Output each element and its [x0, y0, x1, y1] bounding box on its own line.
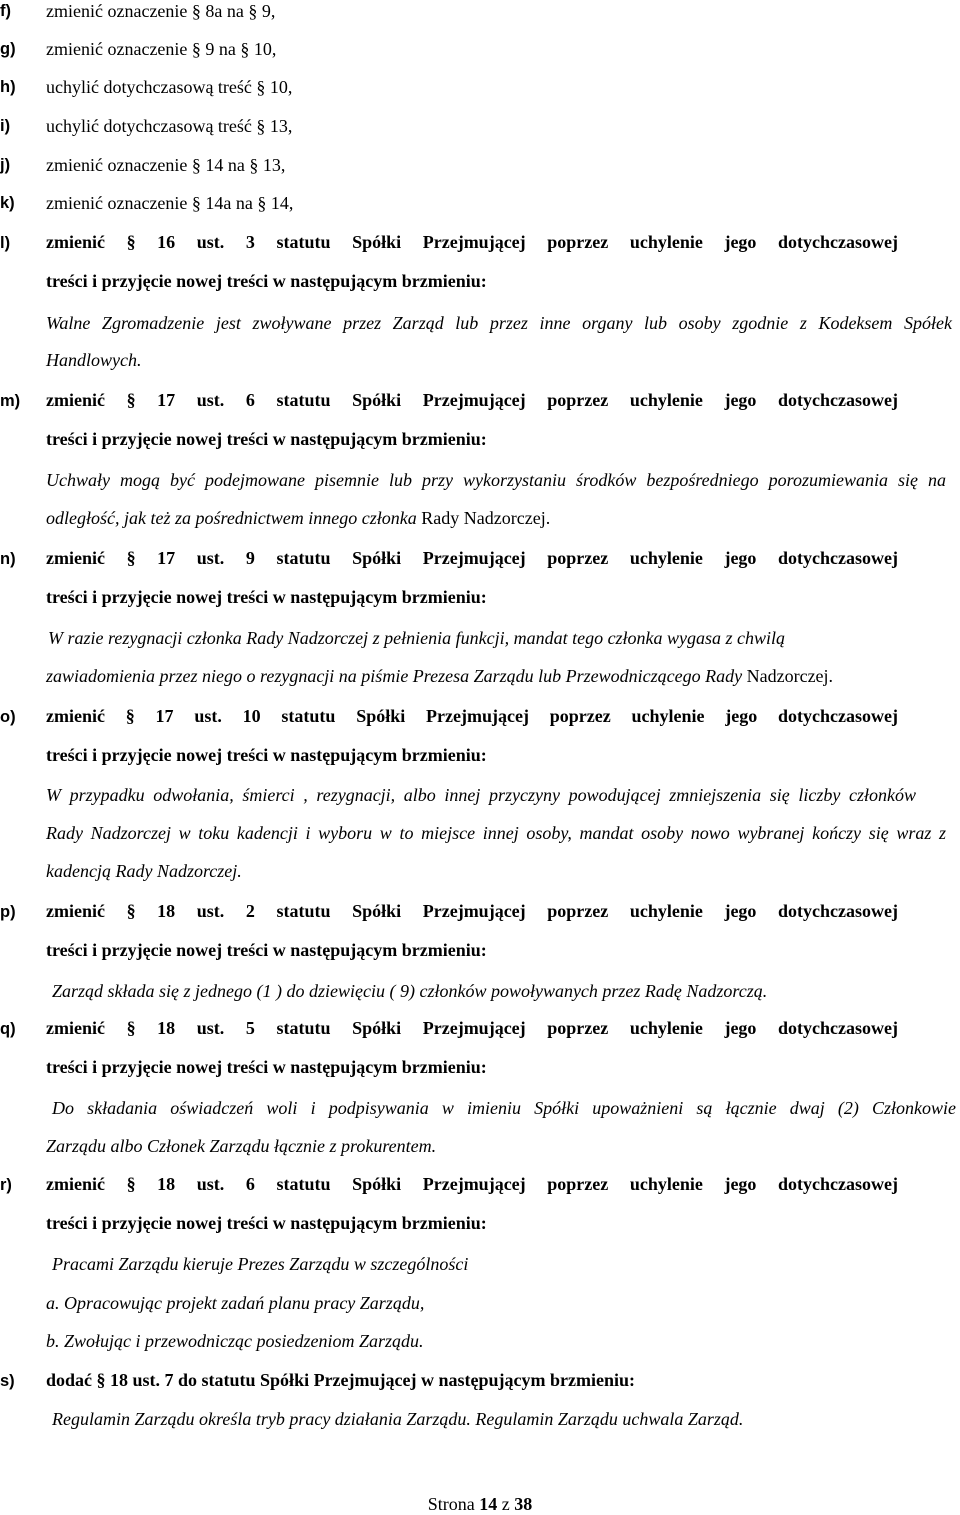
list-item: zmienić oznaczenie § 8a na § 9, [46, 1, 276, 21]
amendment-quote: Do składania oświadczeń woli i podpisywania w imieniu Spółki upoważnieni są łącznie dwaj (2) Członkowie [52, 1098, 956, 1118]
list-item: uchylić dotychczasową treść § 10, [46, 77, 293, 97]
amendment-quote: Zarządu albo Członek Zarządu łącznie z prokurentem. [46, 1136, 437, 1156]
amendment-heading: zmienić § 18 ust. 5 statutu Spółki Przejmującej poprzez uchylenie jego dotychczasowej [46, 1018, 898, 1038]
amendment-quote: Walne Zgromadzenie jest zwoływane przez Zarząd lub przez inne organy lub osoby zgodnie z Kodeksem Spółek [46, 313, 952, 333]
amendment-quote: W razie rezygnacji członka Rady Nadzorczej z pełnienia funkcji, mandat tego członka wygasa z chwilą [48, 628, 786, 648]
amendment-quote: Pracami Zarządu kieruje Prezes Zarządu w szczególności [52, 1254, 469, 1274]
amendment-heading: zmienić § 18 ust. 2 statutu Spółki Przejmującej poprzez uchylenie jego dotychczasowej [46, 901, 898, 921]
list-item: uchylić dotychczasową treść § 13, [46, 116, 293, 136]
amendment-heading-continuation: treści i przyjęcie nowej treści w następującym brzmieniu: [46, 587, 487, 607]
amendment-heading: zmienić § 18 ust. 6 statutu Spółki Przejmującej poprzez uchylenie jego dotychczasowej [46, 1174, 898, 1194]
amendment-quote: W przypadku odwołania, śmierci , rezygnacji, albo innej przyczyny powodującej zmniejszenia się liczby członków [46, 785, 916, 805]
amendment-quote: kadencją Rady Nadzorczej. [46, 861, 242, 881]
list-item: zmienić oznaczenie § 14a na § 14, [46, 193, 294, 213]
list-item: zmienić oznaczenie § 9 na § 10, [46, 39, 277, 59]
item-label: q) [0, 1020, 16, 1038]
item-label: j) [0, 156, 11, 174]
amendment-quote: Zarząd składa się z jednego (1 ) do dziewięciu ( 9) członków powoływanych przez Radę Nadzorczą. [52, 981, 768, 1001]
item-label: i) [0, 117, 11, 135]
item-label: g) [0, 40, 16, 58]
item-label: m) [0, 392, 21, 410]
amendment-heading-continuation: treści i przyjęcie nowej treści w następującym brzmieniu: [46, 1057, 487, 1077]
item-label: o) [0, 708, 16, 726]
amendment-quote: zawiadomienia przez niego o rezygnacji na piśmie Prezesa Zarządu lub Przewodniczącego Rady Nadzorczej. [46, 666, 834, 686]
item-label: p) [0, 903, 16, 921]
item-label: r) [0, 1176, 12, 1194]
amendment-quote: Regulamin Zarządu określa tryb pracy działania Zarządu. Regulamin Zarządu uchwala Zarząd. [52, 1409, 744, 1429]
amendment-quote: odległość, jak też za pośrednictwem innego członka Rady Nadzorczej. [46, 508, 551, 528]
amendment-quote: a. Opracowując projekt zadań planu pracy Zarządu, [46, 1293, 425, 1313]
item-label: f) [0, 2, 11, 20]
list-item: zmienić oznaczenie § 14 na § 13, [46, 155, 286, 175]
amendment-heading-continuation: treści i przyjęcie nowej treści w następującym brzmieniu: [46, 1213, 487, 1233]
amendment-heading-continuation: treści i przyjęcie nowej treści w następującym brzmieniu: [46, 745, 487, 765]
item-label: l) [0, 234, 11, 252]
item-label: s) [0, 1372, 15, 1390]
item-label: h) [0, 78, 16, 96]
amendment-heading-continuation: treści i przyjęcie nowej treści w następującym brzmieniu: [46, 271, 487, 291]
page-number: Strona 14 z 38 [427, 1494, 533, 1514]
amendment-quote: Uchwały mogą być podejmowane pisemnie lub przy wykorzystaniu środków bezpośredniego porozumiewania się na [46, 470, 946, 490]
amendment-heading-continuation: treści i przyjęcie nowej treści w następującym brzmieniu: [46, 429, 487, 449]
amendment-heading: zmienić § 16 ust. 3 statutu Spółki Przejmującej poprzez uchylenie jego dotychczasowej [46, 232, 898, 252]
amendment-quote: Rady Nadzorczej w toku kadencji i wyboru w to miejsce innej osoby, mandat osoby nowo wybranej kończy się wraz z [46, 823, 946, 843]
amendment-quote: b. Zwołując i przewodnicząc posiedzeniom Zarządu. [46, 1331, 424, 1351]
amendment-heading: zmienić § 17 ust. 9 statutu Spółki Przejmującej poprzez uchylenie jego dotychczasowej [46, 548, 898, 568]
amendment-heading: zmienić § 17 ust. 10 statutu Spółki Przejmującej poprzez uchylenie jego dotychczasowej [46, 706, 898, 726]
amendment-heading: dodać § 18 ust. 7 do statutu Spółki Przejmującej w następującym brzmieniu: [46, 1370, 635, 1390]
amendment-quote: Handlowych. [46, 350, 142, 370]
amendment-heading-continuation: treści i przyjęcie nowej treści w następującym brzmieniu: [46, 940, 487, 960]
amendment-heading: zmienić § 17 ust. 6 statutu Spółki Przejmującej poprzez uchylenie jego dotychczasowej [46, 390, 898, 410]
item-label: n) [0, 550, 16, 568]
item-label: k) [0, 194, 15, 212]
